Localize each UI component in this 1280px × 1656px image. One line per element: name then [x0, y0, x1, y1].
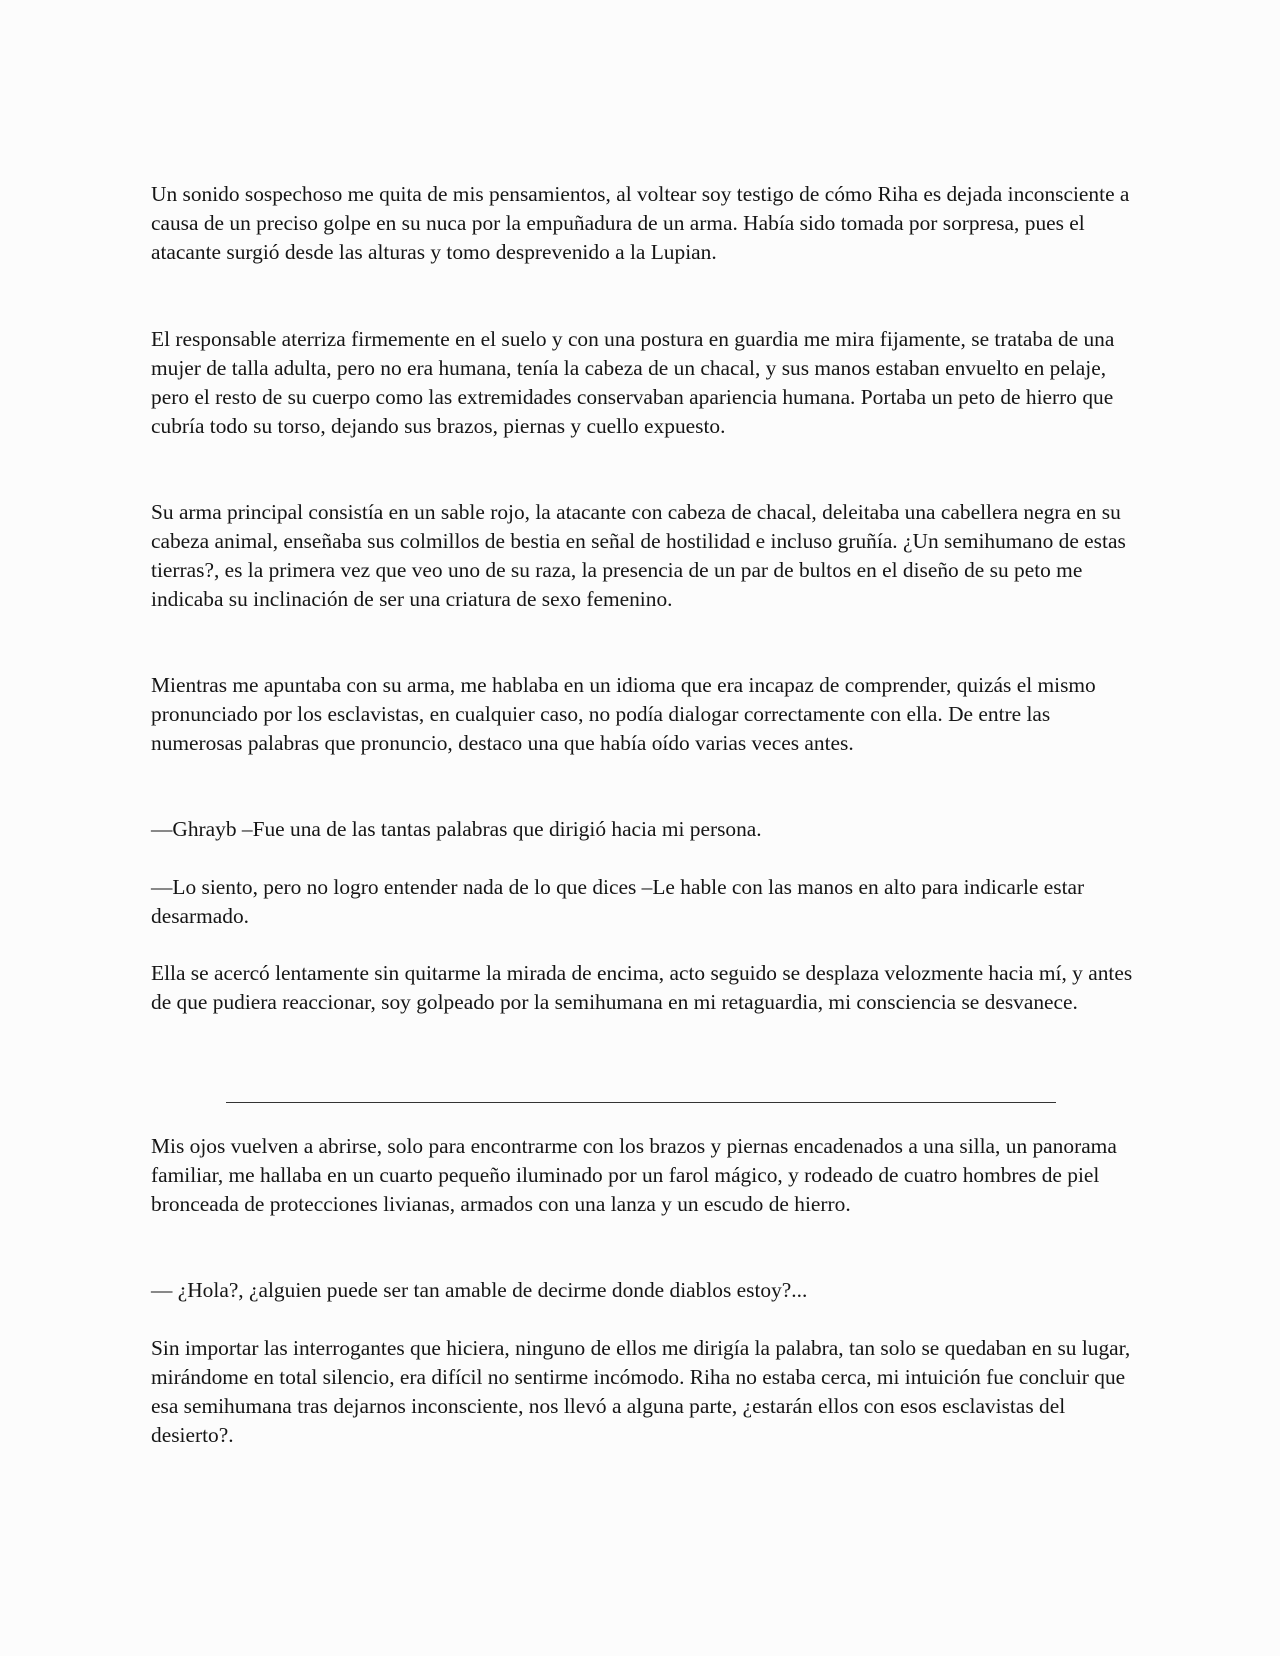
dialogue-line: — ¿Hola?, ¿alguien puede ser tan amable de decirme donde diablos estoy?...	[151, 1278, 808, 1302]
paragraph: Su arma principal consistía en un sable rojo, la atacante con cabeza de chacal, deleitaba una cabellera negra en su cabeza animal, enseñaba sus colmillos de bestia en señal de hostilidad e incluso gruñía. ¿Un semihumano de estas tierras?, es la primera vez que veo uno de su raza, la presencia de un par de bultos en el diseño de su peto me indicaba su inclinación de ser una criatura de sexo femenino.	[151, 500, 1126, 611]
paragraph: Mis ojos vuelven a abrirse, solo para encontrarme con los brazos y piernas encadenados a una silla, un panorama familiar, me hallaba en un cuarto pequeño iluminado por un farol mágico, y rodeado de cuatro hombres de piel bronceada de protecciones livianas, armados con una lanza y un escudo de hierro.	[151, 1134, 1117, 1216]
paragraph: Ella se acercó lentamente sin quitarme la mirada de encima, acto seguido se desplaza velozmente hacia mí, y antes de que pudiera reaccionar, soy golpeado por la semihumana en mi retaguardia, mi consciencia se desvanece.	[151, 961, 1133, 1014]
dialogue-line: —Ghrayb –Fue una de las tantas palabras que dirigió hacia mi persona.	[151, 817, 762, 841]
paragraph: El responsable aterriza firmemente en el suelo y con una postura en guardia me mira fijamente, se trataba de una mujer de talla adulta, pero no era humana, tenía la cabeza de un chacal, y sus manos estaban envuelto en pelaje, pero el resto de su cuerpo como las extremidades conservaban apariencia humana. Portaba un peto de hierro que cubría todo su torso, dejando sus brazos, piernas y cuello expuesto.	[151, 327, 1115, 438]
section-divider	[226, 1102, 1056, 1103]
paragraph: Sin importar las interrogantes que hiciera, ninguno de ellos me dirigía la palabra, tan solo se quedaban en su lugar, mirándome en total silencio, era difícil no sentirme incómodo. Riha no estaba cerca, mi intuición fue concluir que esa semihumana tras dejarnos inconsciente, nos llevó a alguna parte, ¿estarán ellos con esos esclavistas del desierto?.	[151, 1336, 1131, 1447]
paragraph: Mientras me apuntaba con su arma, me hablaba en un idioma que era incapaz de comprender, quizás el mismo pronunciado por los esclavistas, en cualquier caso, no podía dialogar correctamente con ella. De entre las numerosas palabras que pronuncio, destaco una que había oído varias veces antes.	[151, 673, 1096, 755]
paragraph: Un sonido sospechoso me quita de mis pensamientos, al voltear soy testigo de cómo Riha es dejada inconsciente a causa de un preciso golpe en su nuca por la empuñadura de un arma. Había sido tomada por sorpresa, pues el atacante surgió desde las alturas y tomo desprevenido a la Lupian.	[151, 182, 1130, 264]
dialogue-line: —Lo siento, pero no logro entender nada de lo que dices –Le hable con las manos en alto para indicarle estar desarmado.	[151, 875, 1085, 928]
